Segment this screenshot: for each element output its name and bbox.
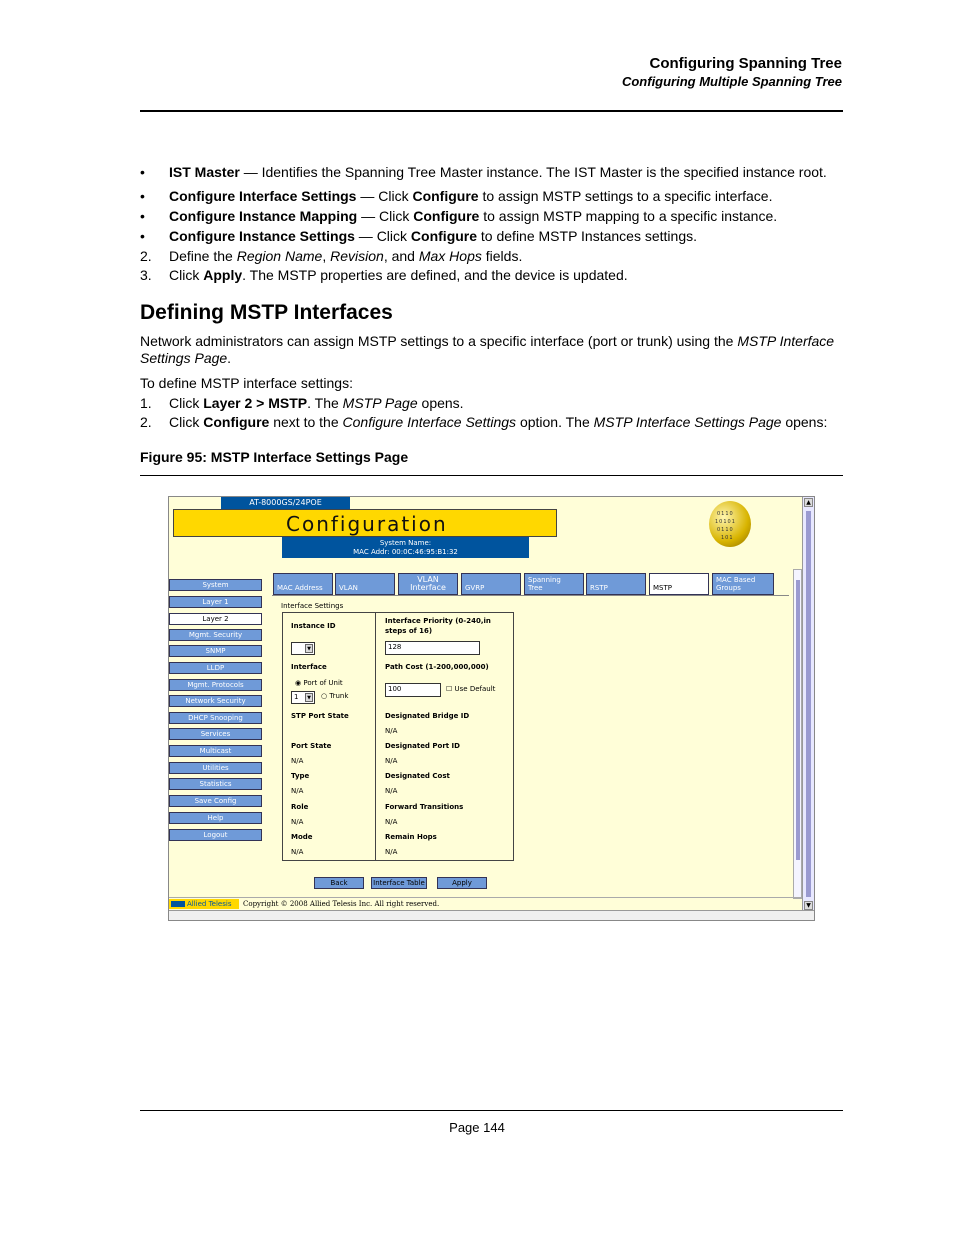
designated-bridge-id-value: N/A xyxy=(385,727,398,735)
system-info-box: System Name: MAC Addr: 00:0C:46:95:B1:32 xyxy=(282,537,529,558)
interface-priority-label: Interface Priority (0-240,in xyxy=(385,617,491,625)
nav-save-config[interactable]: Save Config xyxy=(169,795,262,807)
nav-snmp[interactable]: SNMP xyxy=(169,645,262,657)
step-item: 3. Click Apply. The MSTP properties are defined, and the device is updated. xyxy=(140,267,628,283)
copyright-text: Copyright © 2008 Allied Telesis Inc. All right reserved. xyxy=(243,900,440,908)
list-item: • Configure Instance Settings — Click Configure to define MSTP Instances settings. xyxy=(140,228,697,244)
section-title: Defining MSTP Interfaces xyxy=(140,301,393,324)
ui-screenshot xyxy=(168,496,815,921)
running-header-title: Configuring Spanning Tree xyxy=(649,55,842,72)
tab-spanning-tree[interactable]: Spanning Tree xyxy=(524,573,584,595)
nav-mgmt-security[interactable]: Mgmt. Security xyxy=(169,629,262,641)
figure-rule xyxy=(140,475,843,476)
step-item: 2. Click Configure next to the Configure Interface Settings option. The MSTP Interface Settings Page opens: xyxy=(140,414,828,430)
apply-button[interactable]: Apply xyxy=(437,877,487,889)
nav-layer-2[interactable]: Layer 2 xyxy=(169,613,262,625)
vertical-scrollbar[interactable]: ▲ ▼ xyxy=(802,497,814,911)
header-rule xyxy=(140,110,843,112)
remain-hops-value: N/A xyxy=(385,848,398,856)
port-state-value: N/A xyxy=(291,757,304,765)
interface-settings-title: Interface Settings xyxy=(281,602,344,610)
globe-logo-icon: 0110 10101 0110 101 xyxy=(709,501,751,547)
list-item: • Configure Instance Mapping — Click Configure to assign MSTP mapping to a specific instance. xyxy=(140,208,778,224)
step-item: 2. Define the Region Name, Revision, and Max Hops fields. xyxy=(140,248,523,264)
port-state-label: Port State xyxy=(291,742,332,750)
inner-scrollbar[interactable] xyxy=(793,569,802,899)
horizontal-scrollbar[interactable] xyxy=(169,910,815,920)
back-button[interactable]: Back xyxy=(314,877,364,889)
nav-mgmt-protocols[interactable]: Mgmt. Protocols xyxy=(169,679,262,691)
ui-footer xyxy=(169,897,802,909)
tab-gvrp[interactable]: GVRP xyxy=(461,573,521,595)
path-cost-input[interactable]: 100 xyxy=(385,683,441,697)
footer-rule xyxy=(140,1110,843,1111)
instance-id-select[interactable]: ▼ xyxy=(291,642,315,655)
intro-paragraph: Network administrators can assign MSTP settings to a specific interface (port or trunk) using the MSTP Interface Settings Page. xyxy=(140,333,835,366)
mode-value: N/A xyxy=(291,848,304,856)
role-label: Role xyxy=(291,803,309,811)
configuration-banner: Configuration xyxy=(173,509,557,537)
tab-mac-address[interactable]: MAC Address xyxy=(273,573,333,595)
interface-table-button[interactable]: Interface Table xyxy=(371,877,427,889)
nav-statistics[interactable]: Statistics xyxy=(169,778,262,790)
allied-telesis-logo: Allied Telesis xyxy=(169,899,239,909)
unit-select[interactable]: 1 ▼ xyxy=(291,691,315,704)
nav-multicast[interactable]: Multicast xyxy=(169,745,262,757)
tab-mstp[interactable]: MSTP xyxy=(649,573,709,595)
designated-cost-value: N/A xyxy=(385,787,398,795)
use-default-checkbox[interactable]: ☐ Use Default xyxy=(446,685,496,693)
interface-settings-form xyxy=(282,612,514,861)
step-item: 1. Click Layer 2 > MSTP. The MSTP Page opens. xyxy=(140,395,464,411)
list-item: • Configure Interface Settings — Click Configure to assign MSTP settings to a specific interface. xyxy=(140,188,773,204)
stp-port-state-label: STP Port State xyxy=(291,712,349,720)
path-cost-label: Path Cost (1-200,000,000) xyxy=(385,663,489,671)
nav-help[interactable]: Help xyxy=(169,812,262,824)
mode-label: Mode xyxy=(291,833,313,841)
figure-caption: Figure 95: MSTP Interface Settings Page xyxy=(140,449,409,465)
instance-id-label: Instance ID xyxy=(291,622,336,630)
forward-transitions-value: N/A xyxy=(385,818,398,826)
tab-vlan[interactable]: VLAN xyxy=(335,573,395,595)
tab-rstp[interactable]: RSTP xyxy=(586,573,646,595)
port-of-unit-radio[interactable]: ◉ Port of Unit xyxy=(295,679,343,687)
nav-dhcp-snooping[interactable]: DHCP Snooping xyxy=(169,712,262,724)
interface-priority-label-2: steps of 16) xyxy=(385,627,433,635)
type-label: Type xyxy=(291,772,310,780)
remain-hops-label: Remain Hops xyxy=(385,833,437,841)
nav-layer-1[interactable]: Layer 1 xyxy=(169,596,262,608)
interface-priority-input[interactable]: 128 xyxy=(385,641,480,655)
interface-label: Interface xyxy=(291,663,327,671)
designated-bridge-id-label: Designated Bridge ID xyxy=(385,712,470,720)
nav-network-security[interactable]: Network Security xyxy=(169,695,262,707)
designated-cost-label: Designated Cost xyxy=(385,772,450,780)
designated-port-id-label: Designated Port ID xyxy=(385,742,460,750)
tab-mac-based-groups[interactable]: MAC Based Groups xyxy=(712,573,774,595)
nav-logout[interactable]: Logout xyxy=(169,829,262,841)
list-item: • IST Master — Identifies the Spanning Tree Master instance. The IST Master is the specified instance root. xyxy=(140,164,827,180)
trunk-radio[interactable]: ○ Trunk xyxy=(321,692,349,700)
nav-utilities[interactable]: Utilities xyxy=(169,762,262,774)
tab-vlan-interface[interactable]: VLAN Interface xyxy=(398,573,458,595)
device-model-tab: AT-8000GS/24POE xyxy=(221,497,350,509)
role-value: N/A xyxy=(291,818,304,826)
to-define-text: To define MSTP interface settings: xyxy=(140,375,353,391)
page-number: Page 144 xyxy=(449,1120,505,1135)
type-value: N/A xyxy=(291,787,304,795)
forward-transitions-label: Forward Transitions xyxy=(385,803,464,811)
nav-system[interactable]: System xyxy=(169,579,262,591)
nav-services[interactable]: Services xyxy=(169,728,262,740)
designated-port-id-value: N/A xyxy=(385,757,398,765)
running-header-subtitle: Configuring Multiple Spanning Tree xyxy=(621,74,842,89)
nav-lldp[interactable]: LLDP xyxy=(169,662,262,674)
